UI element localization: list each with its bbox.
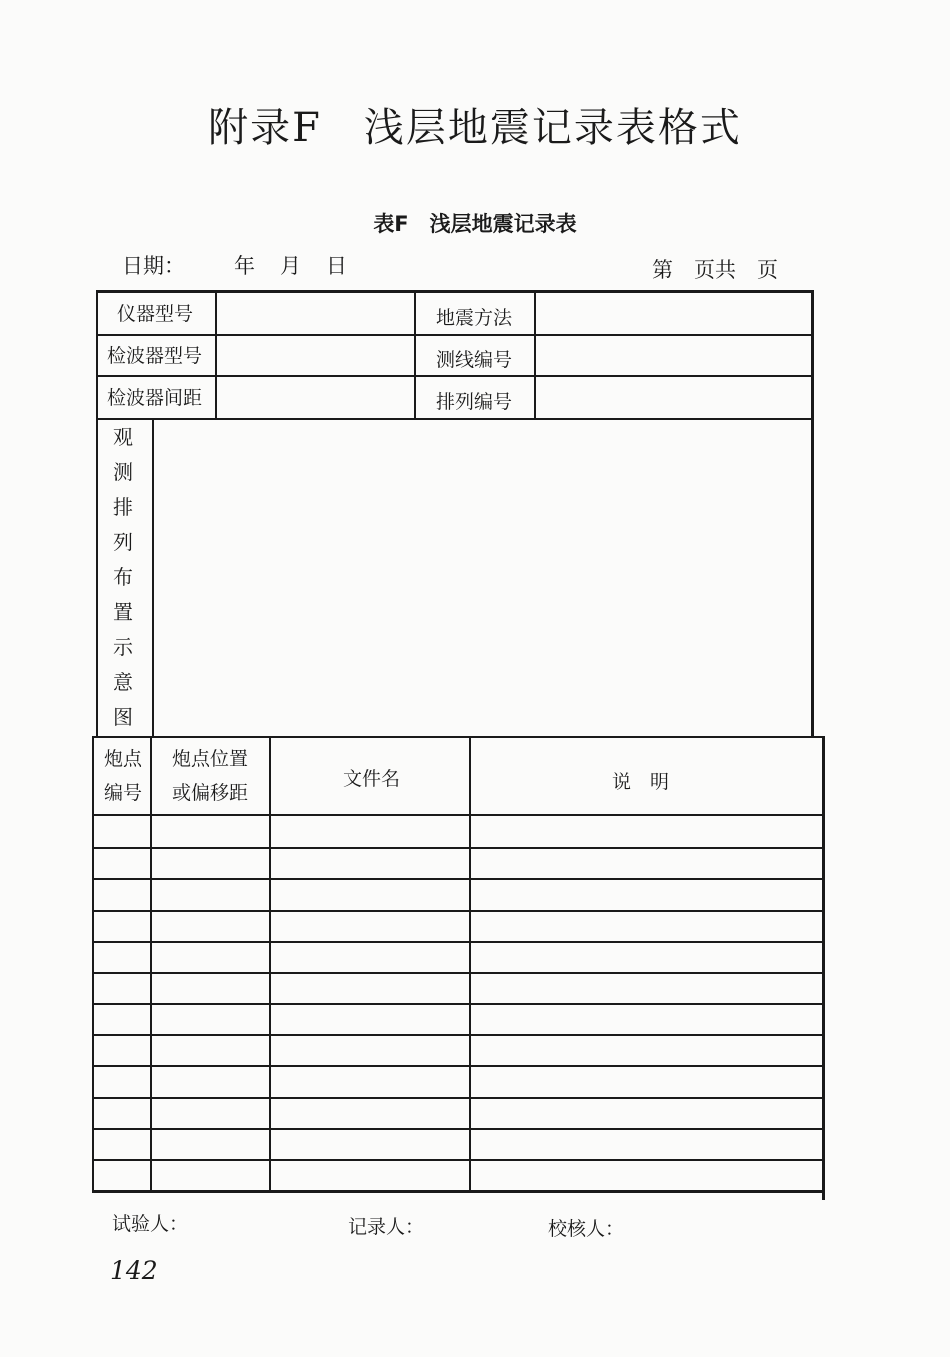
geophone-spacing-label: 检波器间距: [107, 387, 203, 409]
instrument-model-label: 仪器型号: [117, 303, 194, 325]
header-row-line-2: [96, 375, 813, 377]
layout-label-char: 置: [113, 600, 133, 624]
layout-label-char: 示: [113, 635, 133, 659]
line-number-label: 测线编号: [436, 349, 513, 371]
header-col-line-1: [215, 290, 217, 420]
file-name-header: 文件名: [343, 768, 401, 790]
tester-label: 试验人：: [112, 1213, 189, 1235]
recorder-label: 记录人：: [348, 1216, 425, 1238]
layout-bottom-line: [92, 736, 825, 738]
page-number: 142: [110, 1256, 158, 1285]
frame-right-line: [811, 290, 814, 738]
table-row: [92, 972, 825, 974]
frame-left-line-lower: [92, 736, 94, 1192]
shot-number-header-line2: 编号: [104, 782, 143, 804]
table-row: [92, 941, 825, 943]
table-row: [92, 1034, 825, 1036]
header-col-line-2: [414, 290, 416, 420]
table-row: [92, 1097, 825, 1099]
layout-label-char: 布: [113, 565, 133, 589]
page-counter: 第 页共 页: [652, 258, 778, 282]
layout-label-char: 列: [113, 530, 133, 554]
shot-position-header-line2: 或偏移距: [172, 782, 249, 804]
page-title: 附录F 浅层地震记录表格式: [208, 105, 742, 151]
header-col-line-3: [534, 290, 536, 420]
table-row: [92, 1159, 825, 1161]
layout-label-char: 观: [113, 425, 133, 449]
layout-label-char: 排: [113, 495, 133, 519]
date-year-label: 年: [234, 254, 255, 278]
table-row: [92, 878, 825, 880]
table-row: [92, 1128, 825, 1130]
record-col-line-2: [269, 736, 271, 1192]
frame-right-line-lower: [822, 736, 825, 1200]
table-row: [92, 910, 825, 912]
frame-bottom-line: [92, 1190, 825, 1193]
seismic-method-label: 地震方法: [436, 307, 513, 329]
header-row-line-1: [96, 334, 813, 336]
frame-left-line: [96, 290, 98, 738]
header-row-line-3: [96, 418, 813, 420]
checker-label: 校核人：: [548, 1218, 625, 1240]
table-row: [92, 1003, 825, 1005]
frame-top-line: [96, 290, 812, 293]
date-day-label: 日: [326, 254, 347, 278]
spread-number-label: 排列编号: [436, 391, 513, 413]
layout-divider-line: [152, 418, 154, 738]
layout-label-char: 图: [113, 705, 133, 729]
record-header-line: [92, 814, 825, 816]
date-label: 日期：: [122, 254, 185, 278]
date-month-label: 月: [280, 254, 301, 278]
layout-label-char: 测: [113, 460, 133, 484]
geophone-model-label: 检波器型号: [107, 345, 203, 367]
record-col-line-1: [150, 736, 152, 1192]
table-row: [92, 847, 825, 849]
layout-label-char: 意: [113, 670, 133, 694]
table-caption: 表F 浅层地震记录表: [373, 212, 577, 236]
shot-number-header-line1: 炮点: [104, 748, 143, 770]
table-row: [92, 1065, 825, 1067]
description-header: 说 明: [612, 771, 670, 793]
record-col-line-3: [469, 736, 471, 1192]
shot-position-header-line1: 炮点位置: [172, 748, 249, 770]
